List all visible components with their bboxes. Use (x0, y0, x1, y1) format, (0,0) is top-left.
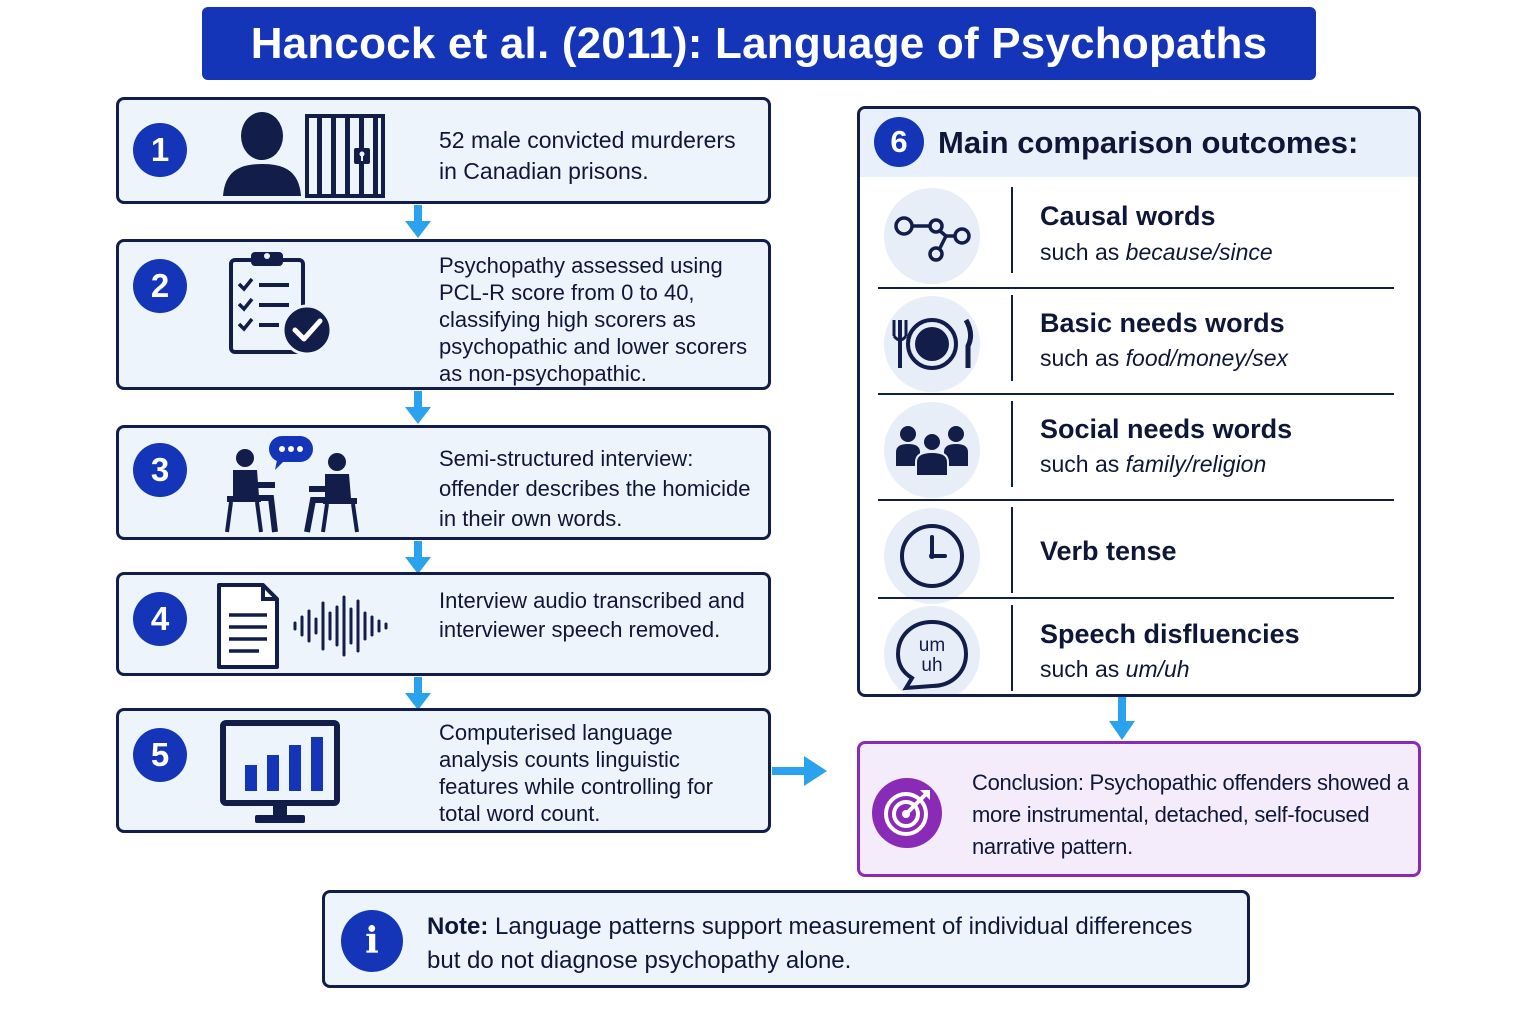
outcome-verb-tense (878, 501, 1394, 607)
outcome-example: such as food/money/sex (1040, 345, 1289, 371)
outcome-example: such as um/uh (1040, 656, 1190, 682)
clipboard-checklist-icon (227, 248, 337, 363)
step-number-badge: 3 (133, 443, 187, 497)
outcomes-panel (857, 106, 1421, 697)
target-dart-icon (872, 778, 942, 848)
step-number-badge: 1 (133, 123, 187, 177)
step-number-badge: 5 (133, 728, 187, 782)
outcome-social-needs-words (878, 395, 1394, 501)
clock-icon (884, 508, 980, 604)
outcome-name: Speech disfluencies (1040, 619, 1300, 649)
outcome-name: Social needs words (1040, 414, 1293, 444)
divider (1011, 401, 1013, 487)
note-label: Note: (427, 913, 489, 940)
outcome-name: Causal words (1040, 201, 1216, 231)
divider (1011, 605, 1013, 691)
arrow-down-4 (404, 677, 432, 711)
divider (1011, 295, 1013, 381)
step-1-text: 52 male convicted murderers in Canadian prisons. (439, 127, 736, 184)
step-2-box (116, 239, 771, 390)
interview-conversation-icon (223, 432, 363, 541)
outcomes-panel-header (860, 109, 1418, 177)
outcome-speech-disfluencies (878, 599, 1394, 697)
note-text (427, 910, 1227, 978)
outcome-example: such as family/religion (1040, 451, 1267, 477)
step-5-box (116, 708, 771, 833)
step-number-badge: 4 (133, 592, 187, 646)
divider (1011, 507, 1013, 593)
page-title: Hancock et al. (2011): Language of Psychopaths (250, 18, 1268, 68)
note-body: Language patterns support measurement of individual differences but do not diagnose psychopathy alone. (427, 913, 1193, 974)
outcome-name: Verb tense (1040, 536, 1177, 566)
computer-bar-chart-icon (219, 719, 343, 832)
conclusion-box (857, 741, 1421, 877)
arrow-down-to-conclusion (1108, 697, 1136, 741)
arrow-right-to-conclusion (772, 754, 828, 788)
connected-nodes-icon (884, 188, 980, 284)
step-4-text: Interview audio transcribed and interviewer speech removed. (439, 588, 745, 642)
outcome-example: such as because/since (1040, 239, 1273, 265)
outcome-name: Basic needs words (1040, 308, 1285, 338)
step-number-badge: 6 (874, 117, 924, 167)
info-icon: i (341, 910, 403, 972)
plate-fork-knife-icon (884, 296, 980, 392)
outcomes-title: Main comparison outcomes: (938, 125, 1359, 160)
note-box (322, 890, 1250, 988)
outcome-causal-words (878, 181, 1394, 287)
title-banner (202, 7, 1316, 80)
arrow-down-1 (404, 205, 432, 239)
arrow-down-2 (404, 391, 432, 425)
divider (1011, 187, 1013, 273)
step-2-text: Psychopathy assessed using PCL-R score from 0 to 40, classifying high scorers as psychopathic and lower scorers as non-psychopathic. (439, 253, 748, 386)
transcript-audio-waveform-icon (215, 581, 395, 676)
step-3-text: Semi-structured interview: offender describes the homicide in their own words. (439, 446, 751, 531)
um-text: um (918, 635, 946, 656)
step-number-badge: 2 (133, 259, 187, 313)
step-5-text: Computerised language analysis counts linguistic features while controlling for total word count. (439, 720, 713, 826)
step-1-box (116, 97, 771, 204)
arrow-down-3 (404, 541, 432, 575)
step-3-box (116, 425, 771, 540)
uh-text: uh (921, 655, 943, 676)
outcome-basic-needs-words (878, 289, 1394, 395)
prisoner-behind-bars-icon (219, 108, 389, 203)
people-group-icon (884, 402, 980, 498)
conclusion-text: Conclusion: Psychopathic offenders showed a more instrumental, detached, self-focused narrative pattern. (972, 770, 1409, 859)
speech-bubble-um-uh-icon (884, 606, 980, 697)
step-4-box (116, 572, 771, 676)
